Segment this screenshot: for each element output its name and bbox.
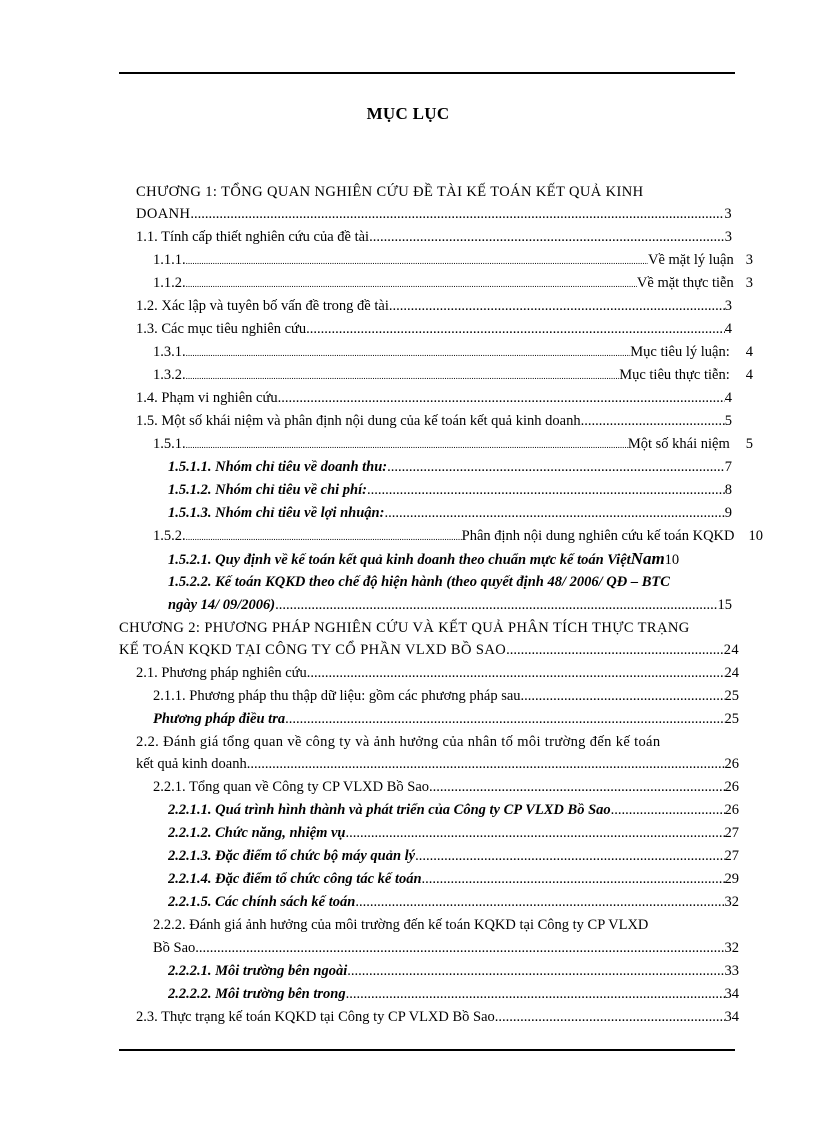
toc-text: 2.2.1.2. Chức năng, nhiệm vụ	[168, 825, 346, 841]
toc-text: 1.4. Phạm vi nghiên cứu	[136, 390, 278, 406]
toc-label: Mục tiêu lý luận:	[630, 344, 730, 360]
toc-text: 1.5.1.	[153, 436, 186, 452]
toc-line[interactable]	[168, 799, 739, 821]
toc-text: 2.2.2. Đánh giá ảnh hưởng của môi trường đến kế toán KQKD tại Công ty CP VLXD	[153, 917, 649, 933]
toc-line[interactable]	[136, 662, 739, 684]
toc-line[interactable]	[168, 868, 739, 890]
toc-page-number: 32	[724, 894, 739, 910]
toc-page-number: 32	[724, 940, 739, 956]
toc-text: 1.5.1.3. Nhóm chỉ tiêu về lợi nhuận:	[168, 505, 385, 521]
toc-page-number: 10	[748, 528, 763, 544]
toc-line[interactable]	[136, 295, 732, 317]
toc-line[interactable]	[153, 685, 739, 707]
toc-page-number: 10	[664, 552, 680, 568]
toc-text: 2.2.1. Tổng quan về Công ty CP VLXD Bồ Sao	[153, 779, 430, 795]
toc-line[interactable]	[168, 983, 739, 1005]
toc-leader	[415, 845, 724, 867]
toc-line[interactable]	[168, 548, 748, 570]
toc-line[interactable]	[153, 914, 648, 936]
toc-text: 1.3.1.	[153, 344, 186, 360]
toc-text: 2.2.2.1. Môi trường bên ngoài	[168, 963, 348, 979]
toc-page-number: 4	[724, 390, 732, 406]
toc-text: 1.5.2.	[153, 528, 186, 544]
toc-text: 1.1. Tính cấp thiết nghiên cứu của đề tài	[136, 229, 370, 245]
toc-label: Về mặt lý luận	[647, 252, 734, 268]
toc-line[interactable]	[119, 617, 690, 639]
toc-line[interactable]	[136, 410, 732, 432]
toc-page-number: 33	[724, 963, 739, 979]
toc-line[interactable]	[153, 364, 753, 386]
toc-leader	[384, 502, 724, 524]
toc-leader	[581, 410, 725, 432]
toc-leader	[346, 983, 725, 1005]
toc-line[interactable]	[168, 845, 739, 867]
toc-page-number: 4	[724, 321, 732, 337]
toc-text: CHƯƠNG 2: PHƯƠNG PHÁP NGHIÊN CỨU VÀ KẾT QUẢ PHÂN TÍCH THỰC TRẠNG	[119, 620, 690, 636]
toc-page-number: 24	[723, 642, 739, 658]
toc-text: 2.1.1. Phương pháp thu thập dữ liệu: gồm các phương pháp sau	[153, 688, 521, 704]
toc-line[interactable]	[136, 387, 732, 409]
toc-text: 2.2.1.1. Quá trình hình thành và phát triển của Công ty CP VLXD Bồ Sao	[168, 802, 611, 818]
toc-text: 1.5.1.2. Nhóm chỉ tiêu về chi phí:	[168, 482, 367, 498]
toc-page-number: 5	[724, 413, 732, 429]
toc-leader	[186, 249, 648, 271]
toc-text: 1.5.2.1. Quy định về kế toán kết quả kinh doanh theo chuẩn mực kế toán Việt	[168, 552, 631, 568]
toc-leader	[422, 868, 725, 890]
toc-text: kết quả kinh doanh.	[136, 756, 251, 772]
toc-text: Phương pháp điều tra	[153, 711, 286, 727]
toc-text: 2.2.1.5. Các chính sách kế toán	[168, 894, 356, 910]
toc-text: KẾ TOÁN KQKD TẠI CÔNG TY CỔ PHẦN VLXD BỒ SAO	[119, 642, 507, 658]
toc-leader	[306, 318, 725, 340]
toc-line[interactable]	[153, 525, 763, 547]
toc-leader	[611, 799, 725, 821]
toc-text: ngày 14/ 09/2006)	[168, 597, 276, 613]
toc-page-number: 4	[745, 344, 753, 360]
toc-text: 1.5. Một số khái niệm và phân định nội dung của kế toán kết quả kinh doanh	[136, 413, 581, 429]
toc-text: 1.1.1.	[153, 252, 186, 268]
toc-page-number: 15	[717, 597, 732, 613]
toc-line[interactable]	[153, 433, 753, 455]
toc-text: 1.5.1.1. Nhóm chỉ tiêu về doanh thu:	[168, 459, 388, 475]
toc-page-number: 3	[745, 275, 753, 291]
toc-leader	[186, 525, 462, 547]
toc-line[interactable]	[153, 708, 739, 730]
toc-page-number: 26	[724, 756, 739, 772]
toc-page-number: 26	[724, 802, 739, 818]
toc-text: 1.2. Xác lập và tuyên bố vấn đề trong đề tài	[136, 298, 389, 314]
toc-line[interactable]	[168, 502, 732, 524]
toc-page-number: 5	[745, 436, 753, 452]
toc-text: 2.2.1.3. Đặc điểm tổ chức bộ máy quản lý	[168, 848, 416, 864]
toc-text: 2.1. Phương pháp nghiên cứu	[136, 665, 307, 681]
toc-leader	[250, 753, 724, 775]
toc-line[interactable]	[136, 181, 644, 203]
toc-line[interactable]	[136, 226, 732, 248]
toc-page-number: 34	[724, 1009, 739, 1025]
toc-line[interactable]	[136, 731, 660, 753]
toc-page-number: 3	[724, 298, 732, 314]
toc-line[interactable]	[153, 272, 753, 294]
toc-leader	[285, 708, 724, 730]
toc-label: Phân định nội dung nghiên cứu kế toán KQKD	[461, 528, 735, 544]
toc-page-number: 29	[724, 871, 739, 887]
top-rule	[119, 72, 735, 74]
toc-line[interactable]	[119, 639, 739, 661]
toc-text: Bồ Sao	[153, 940, 196, 956]
toc-leader	[278, 387, 725, 409]
toc-line[interactable]	[168, 594, 732, 616]
toc-text: 2.2. Đánh giá tổng quan về công ty và ảnh hưởng của nhân tố môi trường đến kế toán	[136, 734, 661, 750]
toc-line[interactable]	[153, 937, 739, 959]
toc-label: Về mặt thực tiễn	[636, 275, 734, 291]
toc-line[interactable]	[136, 1006, 739, 1028]
toc-page-number: 7	[724, 459, 732, 475]
toc-line[interactable]	[168, 479, 732, 501]
toc-page-number: 9	[724, 505, 732, 521]
toc-page-number: 25	[724, 711, 739, 727]
toc-leader	[429, 776, 724, 798]
toc-text: 2.2.2.2. Môi trường bên trong	[168, 986, 346, 1002]
page-title: MỤC LỤC	[366, 104, 450, 123]
toc-leader	[345, 822, 724, 844]
toc-label: Một số khái niệm	[627, 436, 730, 452]
toc-page-number: 26	[724, 779, 739, 795]
toc-text: 2.2.1.4. Đặc điểm tổ chức công tác kế toán	[168, 871, 422, 887]
toc-page-number: 3	[745, 252, 753, 268]
toc-line[interactable]	[168, 571, 670, 593]
toc-leader	[495, 1006, 725, 1028]
toc-leader	[355, 891, 724, 913]
bottom-rule	[119, 1049, 735, 1051]
toc-line[interactable]	[136, 203, 732, 225]
toc-leader	[389, 295, 725, 317]
toc-text: 1.1.2.	[153, 275, 186, 291]
toc-text: 1.3. Các mục tiêu nghiên cứu	[136, 321, 307, 337]
toc-leader	[190, 203, 724, 225]
toc-leader	[367, 479, 725, 501]
toc-text: 1.5.2.2. Kế toán KQKD theo chế độ hiện hành (theo quyết định 48/ 2006/ QĐ – BTC	[168, 574, 670, 590]
toc-label: Nam	[630, 549, 665, 568]
toc-leader	[521, 685, 725, 707]
toc-page-number: 24	[724, 665, 739, 681]
toc-page-number: 8	[724, 482, 732, 498]
toc-line[interactable]	[168, 960, 739, 982]
toc-page-number: 34	[724, 986, 739, 1002]
toc-line[interactable]	[168, 891, 739, 913]
toc-page-number: 27	[724, 825, 739, 841]
toc-leader	[275, 594, 717, 616]
toc-leader	[186, 433, 628, 455]
toc-page-number: 3	[724, 229, 732, 245]
toc-leader	[369, 226, 725, 248]
toc-line[interactable]	[168, 822, 739, 844]
toc-page-number: 27	[724, 848, 739, 864]
toc-line[interactable]	[136, 753, 739, 775]
toc-leader	[186, 341, 631, 363]
toc-leader	[195, 937, 724, 959]
toc-leader	[307, 662, 725, 684]
toc-line[interactable]	[153, 776, 739, 798]
toc-text: DOANH	[136, 206, 191, 222]
toc-text: CHƯƠNG 1: TỔNG QUAN NGHIÊN CỨU ĐỀ TÀI KẾ TOÁN KẾT QUẢ KINH	[136, 184, 644, 200]
toc-text: 2.3. Thực trạng kế toán KQKD tại Công ty CP VLXD Bồ Sao	[136, 1009, 495, 1025]
toc-line[interactable]	[168, 456, 732, 478]
toc-page-number: 25	[724, 688, 739, 704]
toc-leader	[387, 456, 725, 478]
toc-line[interactable]	[136, 318, 732, 340]
toc-leader	[186, 364, 620, 386]
toc-leader	[506, 639, 724, 661]
toc-leader	[186, 272, 637, 294]
toc-text: 1.3.2.	[153, 367, 186, 383]
toc-leader	[347, 960, 724, 982]
toc-label: Mục tiêu thực tiễn:	[619, 367, 730, 383]
toc-page-number: 3	[724, 206, 732, 222]
toc-line[interactable]	[153, 249, 753, 271]
toc-page-number: 4	[745, 367, 753, 383]
toc-line[interactable]	[153, 341, 753, 363]
